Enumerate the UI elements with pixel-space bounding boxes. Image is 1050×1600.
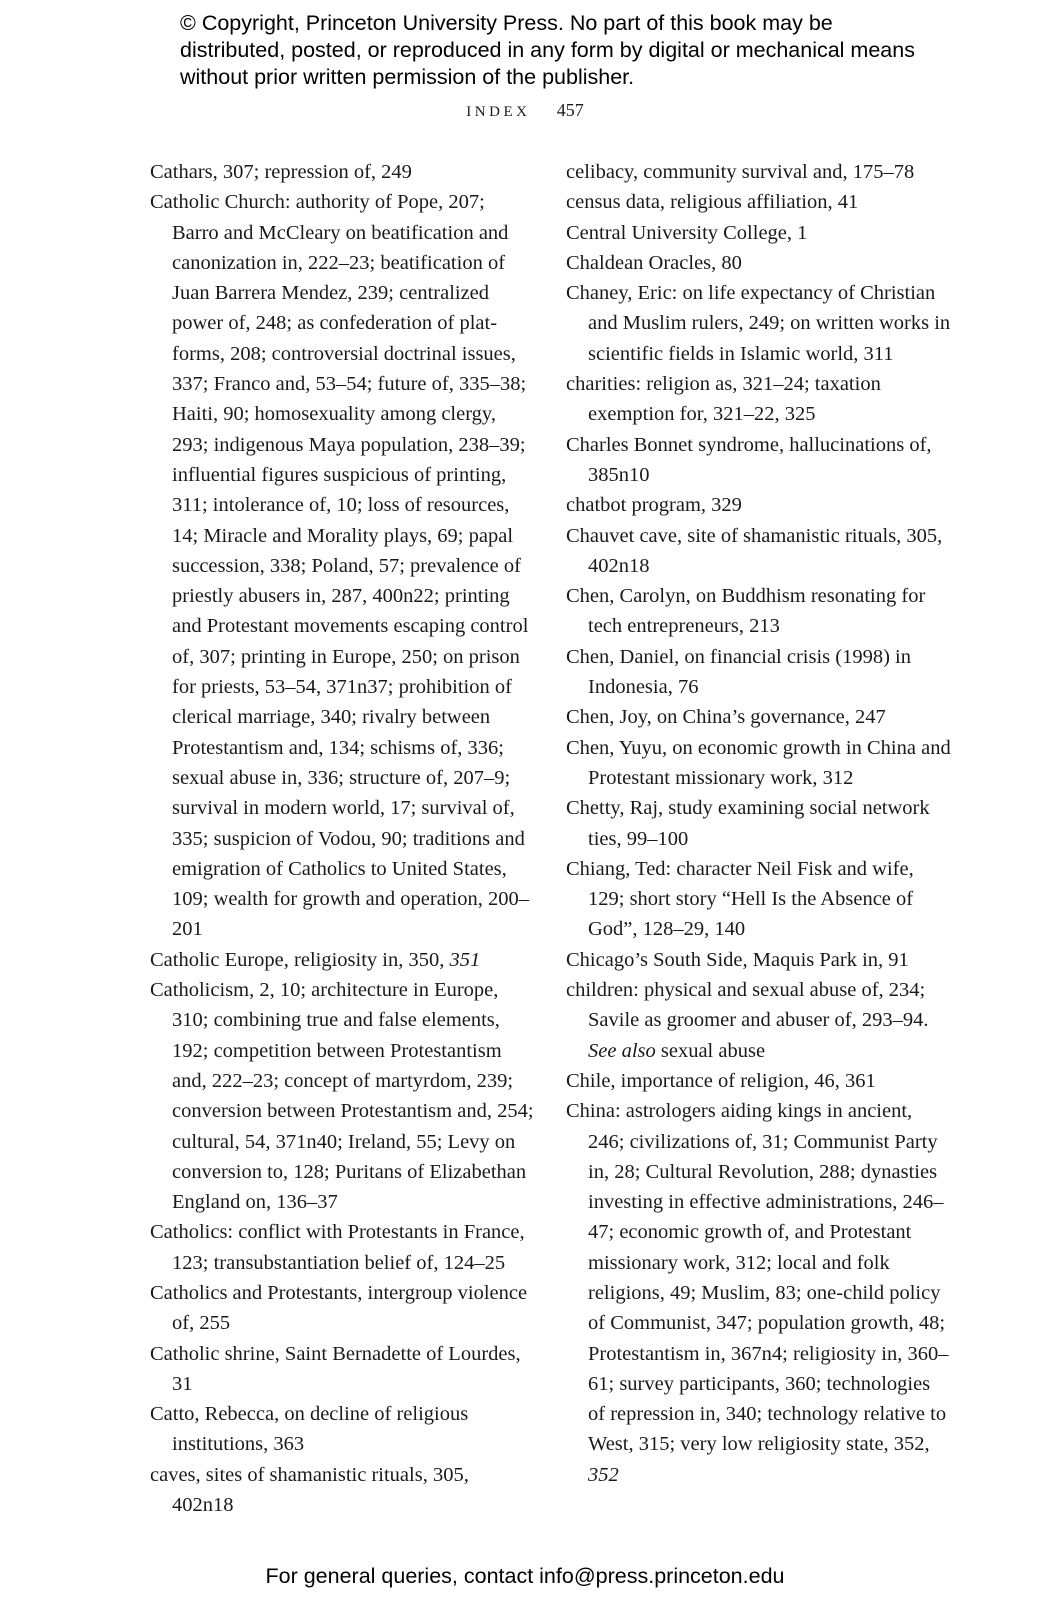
index-entry [150, 1460, 535, 1521]
index-entry-italic: 351 [449, 948, 481, 971]
index-entry [566, 490, 951, 520]
index-entry [150, 157, 535, 187]
index-entry-text: Charles Bonnet syndrome, hallucinations of, 385n10 [566, 433, 932, 486]
index-entry-text: charities: religion as, 321–24; taxation exemption for, 321–22, 325 [566, 373, 881, 426]
index-entry [566, 187, 951, 217]
index-entry [566, 854, 951, 945]
index-entry [150, 1399, 535, 1460]
index-column-left [150, 157, 535, 1520]
index-entry [566, 157, 951, 187]
index-entry-text: Catholicism, 2, 10; architecture in Europe, 310; combining true and false elements, 192; competition between Protestantism and, 222–23; concept of martyrdom, 239; conversion between Protestantism and, 254; cultural, 54, 371n40; Ireland, 55; Levy on conversion to, 128; Puritans of Elizabethan England on, 136–37 [150, 979, 534, 1214]
index-entry-text: Chetty, Raj, study examining social network ties, 99–100 [566, 797, 930, 850]
index-entry-text: Catholic shrine, Saint Bernadette of Lourdes, 31 [150, 1342, 521, 1395]
index-entry [566, 733, 951, 794]
index-entry-text: Catholics: conflict with Protestants in France, 123; transubstantiation belief of, 124–25 [150, 1221, 525, 1274]
index-entry [150, 1217, 535, 1278]
index-entry-text: China: astrologers aiding kings in ancient, 246; civilizations of, 31; Communist Party in, 28; Cultural Revolution, 288; dynasties investing in effective administrations, 246–47; economic growth of, and Protestant missionary work, 312; local and folk religions, 49; Muslim, 83; one-child policy of Communist, 347; population growth, 48; Protestantism in, 367n4; religiosity in, 360–61; survey participants, 360; technologies of repression in, 340; technology relative to West, 315; very low religiosity state, 352, [566, 1100, 949, 1456]
index-entry [566, 702, 951, 732]
index-entry-text: Chen, Daniel, on financial crisis (1998) in Indonesia, 76 [566, 645, 911, 699]
index-entry-text: Chen, Joy, on China’s governance, 247 [566, 706, 886, 729]
running-head-label: INDEX [466, 104, 531, 120]
index-entry-text: children: physical and sexual abuse of, 234; Savile as groomer and abuser of, 293–94. [566, 979, 929, 1032]
index-entry [566, 642, 951, 703]
index-entry [150, 1278, 535, 1339]
index-entry-text: Catholics and Protestants, intergroup violence of, 255 [150, 1281, 528, 1335]
index-entry-text: Chaldean Oracles, 80 [566, 251, 742, 274]
index-entry [566, 581, 951, 642]
index-entry-text: Chiang, Ted: character Neil Fisk and wife, 129; short story “Hell Is the Absence of God”, 128–29, 140 [566, 857, 914, 941]
index-entry [566, 218, 951, 248]
index-entry-text: chatbot program, 329 [566, 494, 742, 517]
index-entry-text: Chen, Yuyu, on economic growth in China and Protestant missionary work, 312 [566, 736, 951, 789]
index-entry [566, 430, 951, 491]
index-entry [566, 1096, 951, 1490]
index-entry [566, 248, 951, 278]
index-entry-text: Catto, Rebecca, on decline of religious institutions, 363 [150, 1403, 469, 1456]
index-entry [150, 1339, 535, 1400]
running-head [0, 98, 1050, 124]
index-entry [566, 1066, 951, 1096]
index-entry [566, 793, 951, 854]
index-entry-text: Chauvet cave, site of shamanistic rituals, 305, 402n18 [566, 524, 943, 577]
index-entry-italic: See also [588, 1039, 656, 1062]
index-entry-text: Chen, Carolyn, on Buddhism resonating for tech entrepreneurs, 213 [566, 585, 926, 638]
index-entry-text: Catholic Church: authority of Pope, 207; Barro and McCleary on beatification and canonization in, 222–23; beatification of Juan Barrera Mendez, 239; centralized power of, 248; as confederation of platforms, 208; controversial doctrinal issues, 337; Franco and, 53–54; future of, 335–38; Haiti, 90; homosexuality among clergy, 293; indigenous Maya population, 238–39; influential figures suspicious of printing, 311; intolerance of, 10; loss of resources, 14; Miracle and Morality plays, 69; papal succession, 338; Poland, 57; prevalence of priestly abusers in, 287, 400n22; printing and Protestant movements escaping control of, 307; printing in Europe, 250; on prison for priests, 53–54, 371n37; prohibition of clerical marriage, 340; rivalry between Protestantism and, 134; schisms of, 336; sexual abuse in, 336; structure of, 207–9; survival in modern world, 17; survival of, 335; suspicion of Vodou, 90; traditions and emigration of Catholics to United States, 109; wealth for growth and operation, 200–201 [150, 191, 529, 941]
index-entry-text: Chile, importance of religion, 46, 361 [566, 1069, 876, 1092]
index-entry [566, 521, 951, 582]
footer-contact: For general queries, contact info@press.princeton.edu [265, 1564, 785, 1588]
index-entry [150, 945, 535, 975]
index-entry [566, 945, 951, 975]
index-column-right [566, 157, 951, 1490]
index-entry-text: Chaney, Eric: on life expectancy of Christian and Muslim rulers, 249; on written works in scientific fields in Islamic world, 311 [566, 282, 951, 365]
page-number: 457 [556, 100, 584, 120]
index-entry [150, 187, 535, 944]
index-entry [566, 369, 951, 430]
index-entry [566, 278, 951, 369]
index-entry-text: celibacy, community survival and, 175–78 [566, 161, 915, 183]
index-entry-text: Central University College, 1 [566, 221, 808, 244]
index-entry [150, 975, 535, 1217]
index-entry-text: Chicago’s South Side, Maquis Park in, 91 [566, 948, 909, 971]
index-entry [566, 975, 951, 1066]
index-entry-after: sexual abuse [655, 1039, 766, 1062]
index-entry-italic: 352 [588, 1463, 619, 1486]
copyright-notice: © Copyright, Princeton University Press. No part of this book may be distributed, posted, or reproduced in any form by digital or mechanical means without prior written permission of the publisher. [180, 11, 915, 89]
index-entry-text: Catholic Europe, religiosity in, 350, [150, 948, 450, 971]
index-entry-text: census data, religious affiliation, 41 [566, 191, 859, 214]
index-entry-text: Cathars, 307; repression of, 249 [150, 161, 412, 183]
index-entry-text: caves, sites of shamanistic rituals, 305, 402n18 [150, 1463, 469, 1517]
